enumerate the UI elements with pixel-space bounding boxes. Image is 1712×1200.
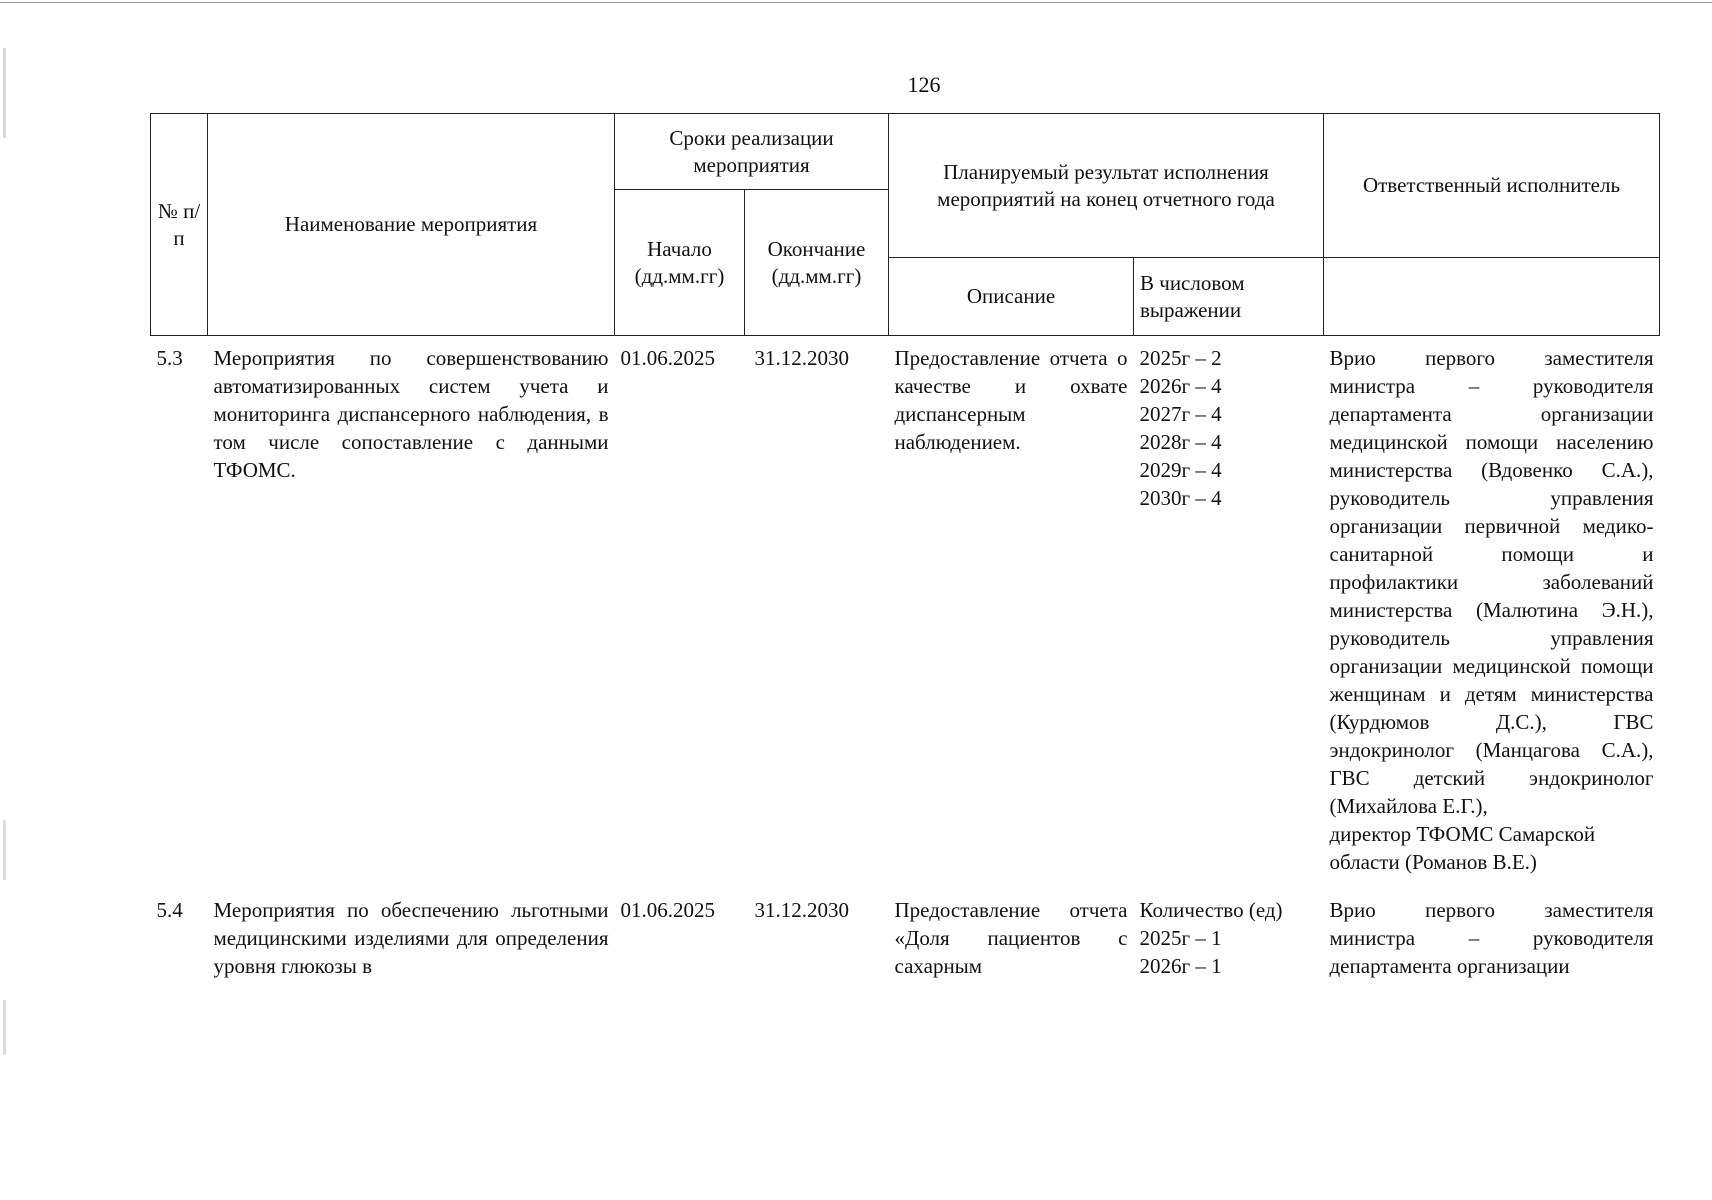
scan-artifact [3, 1000, 6, 1055]
row-values [1134, 876, 1324, 980]
row-number: 5.4 [156, 898, 183, 922]
table-row [151, 336, 1660, 877]
row-name: Мероприятия по обеспечению льготными медицинскими изделиями для определения уровня глюкозы в [213, 898, 609, 978]
value-line: 2030г – 4 [1139, 486, 1222, 510]
page-number: 126 [907, 72, 941, 97]
row-start: 01.06.2025 [620, 346, 715, 370]
value-line: 2027г – 4 [1139, 402, 1222, 426]
header-result: Планируемый результат исполнения мероприятий на конец отчетного года [889, 114, 1324, 258]
row-number: 5.3 [156, 346, 183, 370]
row-name: Мероприятия по совершенствованию автоматизированных систем учета и мониторинга диспансерного наблюдения, в том числе сопоставление с данными ТФОМС. [213, 346, 609, 482]
header-end: Окончание (дд.мм.гг) [745, 190, 889, 336]
table-header [151, 114, 1660, 336]
events-table [150, 113, 1660, 980]
table-row [151, 876, 1660, 980]
row-description: Предоставление отчета о качестве и охвате диспансерным наблюдением. [894, 346, 1128, 454]
header-num: № п/п [151, 114, 208, 336]
value-line: 2026г – 4 [1139, 374, 1222, 398]
scan-artifact [3, 48, 6, 138]
header-numeric: В числовом выражении [1134, 258, 1324, 336]
value-line: 2029г – 4 [1139, 458, 1222, 482]
row-values [1134, 336, 1324, 877]
row-end: 31.12.2030 [754, 898, 849, 922]
responsible-text: Врио первого заместителя министра – руководителя департамента организации медицинской помощи населению министерства (Вдовенко С.А.), руководитель управления организации первичной медико-санитарной помощи и профилактики заболеваний министерства (Малютина Э.Н.), руководитель управления организации медицинской помощи женщинам и детям министерства (Курдюмов Д.С.), ГВС эндокринолог (Манцагова С.А.), ГВС детский эндокринолог (Михайлова Е.Г.), [1329, 346, 1654, 818]
header-description: Описание [889, 258, 1134, 336]
row-end: 31.12.2030 [754, 346, 849, 370]
value-line: 2025г – 2 [1139, 346, 1222, 370]
header-responsible-empty [1324, 258, 1660, 336]
value-line: Количество (ед) [1139, 898, 1283, 922]
row-description: Предоставление отчета «Доля пациентов с сахарным [894, 898, 1128, 978]
value-line: 2028г – 4 [1139, 430, 1222, 454]
top-rule [0, 2, 1712, 3]
responsible-tail: директор ТФОМС Самарской области (Романов В.Е.) [1329, 822, 1596, 874]
value-line: 2025г – 1 [1139, 926, 1222, 950]
header-start: Начало (дд.мм.гг) [615, 190, 745, 336]
header-terms: Сроки реализации мероприятия [615, 114, 889, 190]
row-responsible [1324, 336, 1660, 877]
header-name: Наименование мероприятия [208, 114, 615, 336]
value-line: 2026г – 1 [1139, 954, 1222, 978]
row-responsible: Врио первого заместителя министра – руководителя департамента организации [1329, 898, 1654, 978]
table-body [151, 336, 1660, 981]
scan-artifact [3, 820, 6, 880]
header-responsible: Ответственный исполнитель [1324, 114, 1660, 258]
row-start: 01.06.2025 [620, 898, 715, 922]
